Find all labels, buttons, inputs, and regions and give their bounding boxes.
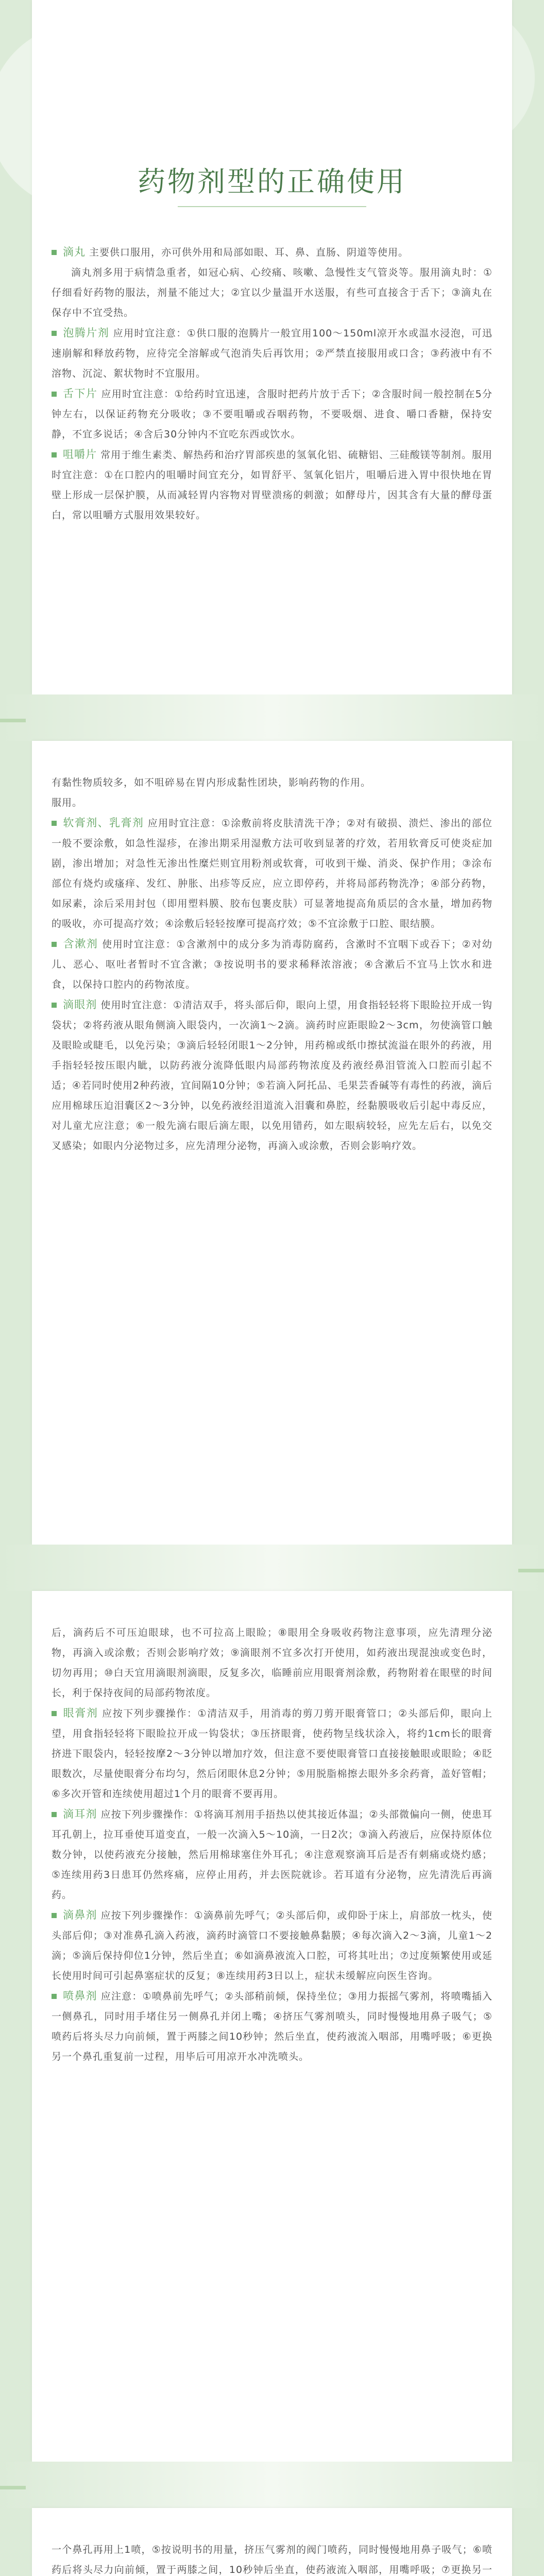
paragraph-sublingual (52, 384, 492, 445)
paragraph: 后，滴药后不可压迫眼球，也不可拉高上眼睑；⑧眼用全身吸收药物注意事项，应先清理分泌物，再滴入或涂敷；否则会影响疗效；⑨滴眼剂不宜多次打开使用，如药液出现混浊或变色时，切勿再用；⑩白天宜用滴眼剂滴眼，反复多次，临睡前应用眼膏剂涂敷，药物附着在眼壁的时间长，利于保持夜间的局部药物浓度。 (52, 1627, 492, 1699)
paragraph-ear-drops (52, 1804, 492, 1905)
paragraph-text: 常用于维生素类、解热药和治疗胃部疾患的氢氧化铝、硫糖铝、三硅酸镁等制剂。服用时宜注意：①在口腔内的咀嚼时间宜充分，如胃舒平、氢氧化铝片，咀嚼后进入胃中很快地在胃壁上形成一层保护膜，从而减轻胃内容物对胃壁溃疡的刺激；如酵母片，因其含有大量的酵母蛋白，常以咀嚼方式服用效果较好。 (52, 449, 492, 521)
square-bullet-icon (52, 1003, 57, 1008)
paragraph-text: 应用时宜注意：①涂敷前将皮肤清洗干净；②对有破损、溃烂、渗出的部位一般不要涂敷，如急性湿疹，在渗出期采用湿敷方法可收到显著的疗效，若用软膏反可使炎症加剧，渗出增加；对急性无渗出性糜烂则宜用粉剂或软膏，可收到干燥、消炎、保护作用；③涂布部位有烧灼或瘙痒、发红、肿胀、出疹等反应，应立即停药，并将局部药物洗净；④部分药物，如尿素，涂后采用封包（即用塑料膜、胶布包裹皮肤）可显著地提高角质层的含水量，增加药物的吸收，亦可提高疗效；④涂敷后轻轻按摩可提高疗效；⑤不宜涂敷于口腔、眼结膜。 (52, 818, 492, 929)
square-bullet-icon (52, 331, 57, 336)
square-bullet-icon (52, 452, 57, 457)
paragraph-text: 应用时宜注意：①供口服的泡腾片一般宜用100～150ml凉开水或温水浸泡，可迅速崩解和释放药物，应待完全溶解或气泡消失后再饮用；②严禁直接服用或口含；③药液中有不溶物、沉淀、絮状物时不宜服用。 (52, 328, 492, 379)
paragraph: 滴丸剂多用于病情急重者，如冠心病、心绞痛、咳嗽、急慢性支气管炎等。服用滴丸时：①仔细看好药物的服法，剂量不能过大；②宜以少量温开水送服，有些可直接含于舌下；③滴丸在保存中不宜受热。 (52, 267, 492, 318)
section-heading: 喷鼻剂 (52, 1990, 97, 2002)
paragraph-chewable (52, 445, 492, 526)
section-heading: 咀嚼片 (52, 448, 97, 461)
section-heading: 滴眼剂 (52, 998, 97, 1011)
paragraph-ointment (52, 813, 492, 934)
paragraph-text: 应按下列步骤操作：①清洁双手，用消毒的剪刀剪开眼膏管口；②头部后仰，眼向上望，用食指轻轻将下眼睑拉开成一钩袋状；③压挤眼膏，使药物呈线状涂入，将约1cm长的眼膏挤进下眼袋内，轻轻按摩2～3分钟以增加疗效，但注意不要使眼膏管口直接接触眼或眼睑；④眨眼数次，尽量使眼膏分布均匀，然后闭眼休息2分钟；⑤用脱脂棉擦去眼外多余药膏，盖好管帽；⑥多次开管和连续使用超过1个月的眼膏不要再用。 (52, 1708, 493, 1800)
section-heading: 滴丸 (52, 246, 86, 258)
paragraph-eye-drops (52, 995, 492, 1156)
square-bullet-icon (52, 392, 57, 397)
paragraph-dropping-pill (52, 242, 492, 263)
section-heading: 滴鼻剂 (52, 1909, 97, 1921)
paragraph: 一个鼻孔再用上1喷，⑤按说明书的用量，挤压气雾剂的阀门喷药，同时慢慢地用鼻子吸气；⑥喷药后将头尽力向前倾，置于两膝之间，10秒钟后坐直，使药液流入咽部，用嘴呼吸；⑦更换另一 (52, 2544, 492, 2575)
section-heading: 眼膏剂 (52, 1707, 98, 1719)
paragraph-text: 使用时宜注意：①含漱剂中的成分多为消毒防腐药，含漱时不宜咽下或吞下；②对幼儿、恶心、呕吐者暂时不宜含漱；③按说明书的要求稀释浓溶液；④含漱后不宜马上饮水和进食，以保持口腔内的药物浓度。 (52, 939, 493, 990)
paragraph-text: 使用时宜注意：①清洁双手，将头部后仰，眼向上望，用食指轻轻将下眼睑拉开成一钩袋状；②将药液从眼角侧滴入眼袋内，一次滴1～2滴。滴药时应距眼睑2～3cm，勿使滴管口触及眼睑或睫毛，以免污染；③滴后轻轻闭眼1～2分钟，用药棉或纸巾擦拭流溢在眼外的药液，用手指轻轻按压眼内眦，以防药液分流降低眼内局部药物浓度及药液经鼻泪管流入口腔而引起不适；④若同时使用2种药液，宜间隔10分钟；⑤若滴入阿托品、毛果芸香碱等有毒性的药液，滴后应用棉球压迫泪囊区2～3分钟，以免药液经泪道流入泪囊和鼻腔，经黏膜吸收后引起中毒反应，对儿童尤应注意；⑥一般先滴右眼后滴左眼，以免用错药，如左眼病较轻，应先左后右，以免交叉感染；如眼内分泌物过多，应先清理分泌物，再滴入或涂敷，否则会影响疗效。 (52, 999, 492, 1151)
page-title: 药物剂型的正确使用 (138, 165, 406, 198)
paragraph-text: 主要供口服用，亦可供外用和局部如眼、耳、鼻、直肠、阴道等使用。 (89, 247, 409, 258)
section-heading: 含漱剂 (52, 938, 98, 950)
section-heading: 软膏剂、乳膏剂 (52, 817, 144, 829)
paragraph-text: 应用时宜注意：①给药时宜迅速，含服时把药片放于舌下；②含服时间一般控制在5分钟左右，以保证药物充分吸收；③不要咀嚼或吞咽药物，不要吸烟、进食、嚼口香糖，保持安静，不宜多说话；④含后30分钟内不宜吃东西或饮水。 (52, 388, 492, 440)
paragraph-eye-ointment (52, 1703, 492, 1804)
square-bullet-icon (52, 1812, 57, 1817)
paragraph-text: 应按下列步骤操作：①将滴耳剂用手捂热以使其接近体温；②头部微偏向一侧，使患耳耳孔朝上，拉耳垂使耳道变直，一般一次滴入5～10滴，一日2次；③滴入药液后，应保持原体位数分钟，以使药液充分接触，然后用棉球塞住外耳孔；④注意观察滴耳后是否有刺痛或烧灼感；⑤连续用药3日患耳仍然疼痛，应停止用药，并去医院就诊。若耳道有分泌物，应先清洗后再滴药。 (52, 1809, 492, 1901)
paragraph-effervescent (52, 323, 492, 384)
square-bullet-icon (52, 250, 57, 255)
section-1 (52, 242, 492, 526)
paragraph-nose-drops (52, 1905, 492, 1986)
paragraph-nasal-spray (52, 1986, 492, 2067)
square-bullet-icon (52, 942, 57, 947)
decor-bar (0, 719, 26, 722)
square-bullet-icon (52, 1913, 57, 1918)
section-4 (52, 2540, 492, 2576)
section-heading: 滴耳剂 (52, 1808, 97, 1820)
section-gap (0, 694, 544, 741)
section-2 (52, 773, 492, 1156)
paragraph-text: 应注意：①喷鼻前先呼气；②头部稍前倾，保持坐位；③用力振摇气雾剂，将喷嘴插入一侧鼻孔，同时用手堵住另一侧鼻孔并闭上嘴；④挤压气雾剂喷头，同时慢慢地用鼻子吸气；⑤喷药后将头尽力向前倾，置于两膝之间10秒钟；然后坐直，使药液流入咽部，用嘴呼吸；⑥更换另一个鼻孔重复前一过程，用毕后可用凉开水冲洗喷头。 (52, 1991, 492, 2062)
paragraph-text: 应按下列步骤操作：①滴鼻前先呼气；②头部后仰，或仰卧于床上，肩部放一枕头，使头部后仰；③对准鼻孔滴入药液，滴药时滴管口不要接触鼻黏膜；④每次滴入2～3滴，儿童1～2滴；⑤滴后保持仰位1分钟，然后坐直；⑥如滴鼻液流入口腔，可将其吐出；⑦过度频繁使用或延长使用时间可引起鼻塞症状的反复；⑧连续用药3日以上，症状未缓解应向医生咨询。 (52, 1910, 492, 1981)
paragraph-gargle (52, 934, 492, 995)
paragraph: 有黏性物质较多，如不咀碎易在胃内形成黏性团块，影响药物的作用。 (52, 777, 371, 788)
title-underline (178, 206, 366, 207)
decor-bar (518, 1569, 544, 1572)
square-bullet-icon (52, 1994, 57, 1999)
paragraph: 服用。 (52, 797, 83, 808)
section-heading: 泡腾片剂 (52, 327, 109, 339)
section-3 (52, 1623, 492, 2067)
square-bullet-icon (52, 1711, 57, 1716)
section-gap (0, 1545, 544, 1591)
decor-bar (0, 2486, 26, 2489)
section-heading: 舌下片 (52, 387, 97, 400)
section-gap (0, 2462, 544, 2508)
square-bullet-icon (52, 821, 57, 826)
